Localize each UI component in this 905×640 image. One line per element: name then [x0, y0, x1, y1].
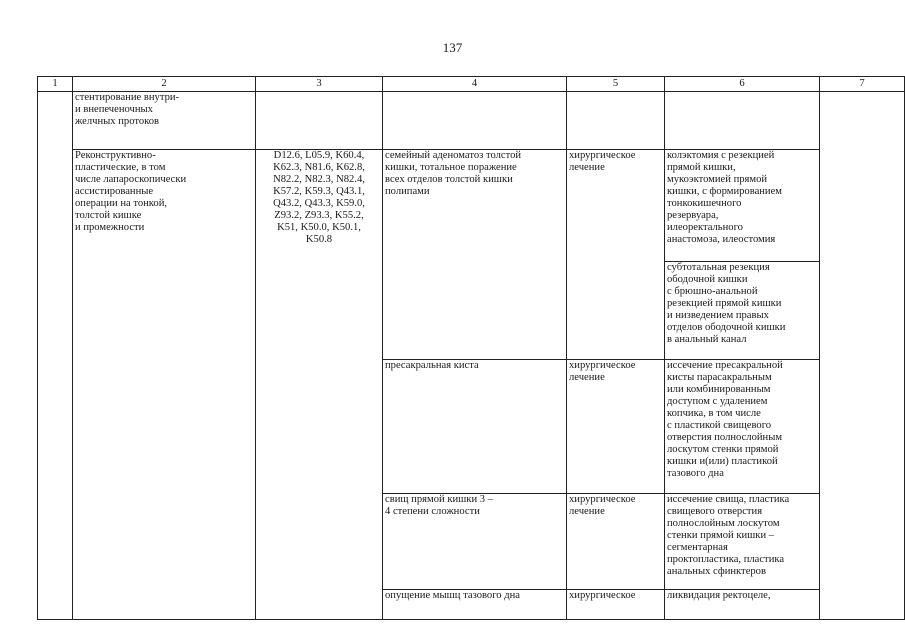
method-cell: ликвидация ректоцеле,: [665, 590, 820, 620]
method-cell: [665, 92, 820, 150]
diagnosis-cell: [383, 92, 567, 150]
cost-cell: [820, 92, 905, 620]
diagnosis-cell: свищ прямой кишки 3 – 4 степени сложности: [383, 494, 567, 590]
diagnosis-cell: опущение мышц тазового дна: [383, 590, 567, 620]
header-col-6: 6: [665, 77, 820, 92]
method-cell: субтотальная резекция ободочной кишки с брюшно-анальной резекцией прямой кишки и низведением правых отделов ободочной кишки в анальный канал: [665, 262, 820, 360]
table-row: [38, 92, 905, 150]
treatment-type-cell: [567, 92, 665, 150]
diagnosis-cell: пресакральная киста: [383, 360, 567, 494]
group-number-cell: [38, 92, 73, 620]
header-col-7: 7: [820, 77, 905, 92]
method-cell: колэктомия с резекцией прямой кишки, мукоэктомией прямой кишки, с формированием тонкокишечного резервуара, илеоректального анастомоза, илеостомия: [665, 150, 820, 262]
treatment-type-cell: хирургическое лечение: [567, 494, 665, 590]
page-number: 137: [442, 40, 463, 55]
header-col-1: 1: [38, 77, 73, 92]
icd-codes-cell: D12.6, L05.9, K60.4, K62.3, N81.6, K62.8, N82.2, N82.3, N82.4, K57.2, K59.3, Q43.1, Q43.2, Q43.3, K59.0, Z93.2, Z93.3, K55.2, K51, K50.0, K50.1, K50.8: [256, 150, 383, 620]
header-col-5: 5: [567, 77, 665, 92]
procedures-table: [37, 76, 905, 620]
header-row: [38, 77, 905, 92]
header-col-2: 2: [73, 77, 256, 92]
header-col-3: 3: [256, 77, 383, 92]
treatment-type-cell: хирургическое: [567, 590, 665, 620]
icd-codes-cell: [256, 92, 383, 150]
procedure-name-cell: Реконструктивно- пластические, в том числе лапароскопически ассистированные операции на тонкой, толстой кишке и промежности: [73, 150, 256, 620]
treatment-type-cell: хирургическое лечение: [567, 360, 665, 494]
method-cell: иссечение пресакральной кисты парасакральным или комбинированным доступом с удалением копчика, в том числе с пластикой свищевого отверстия полнослойным лоскутом стенки прямой кишки и(или) пластикой тазового дна: [665, 360, 820, 494]
procedure-name-cell: стентирование внутри- и внепеченочных желчных протоков: [73, 92, 256, 150]
treatment-type-cell: хирургическое лечение: [567, 150, 665, 360]
header-col-4: 4: [383, 77, 567, 92]
table-row: [38, 150, 905, 262]
method-cell: иссечение свища, пластика свищевого отверстия полнослойным лоскутом стенки прямой кишки – сегментарная проктопластика, пластика анальных сфинктеров: [665, 494, 820, 590]
diagnosis-cell: семейный аденоматоз толстой кишки, тотальное поражение всех отделов толстой кишки полипами: [383, 150, 567, 360]
